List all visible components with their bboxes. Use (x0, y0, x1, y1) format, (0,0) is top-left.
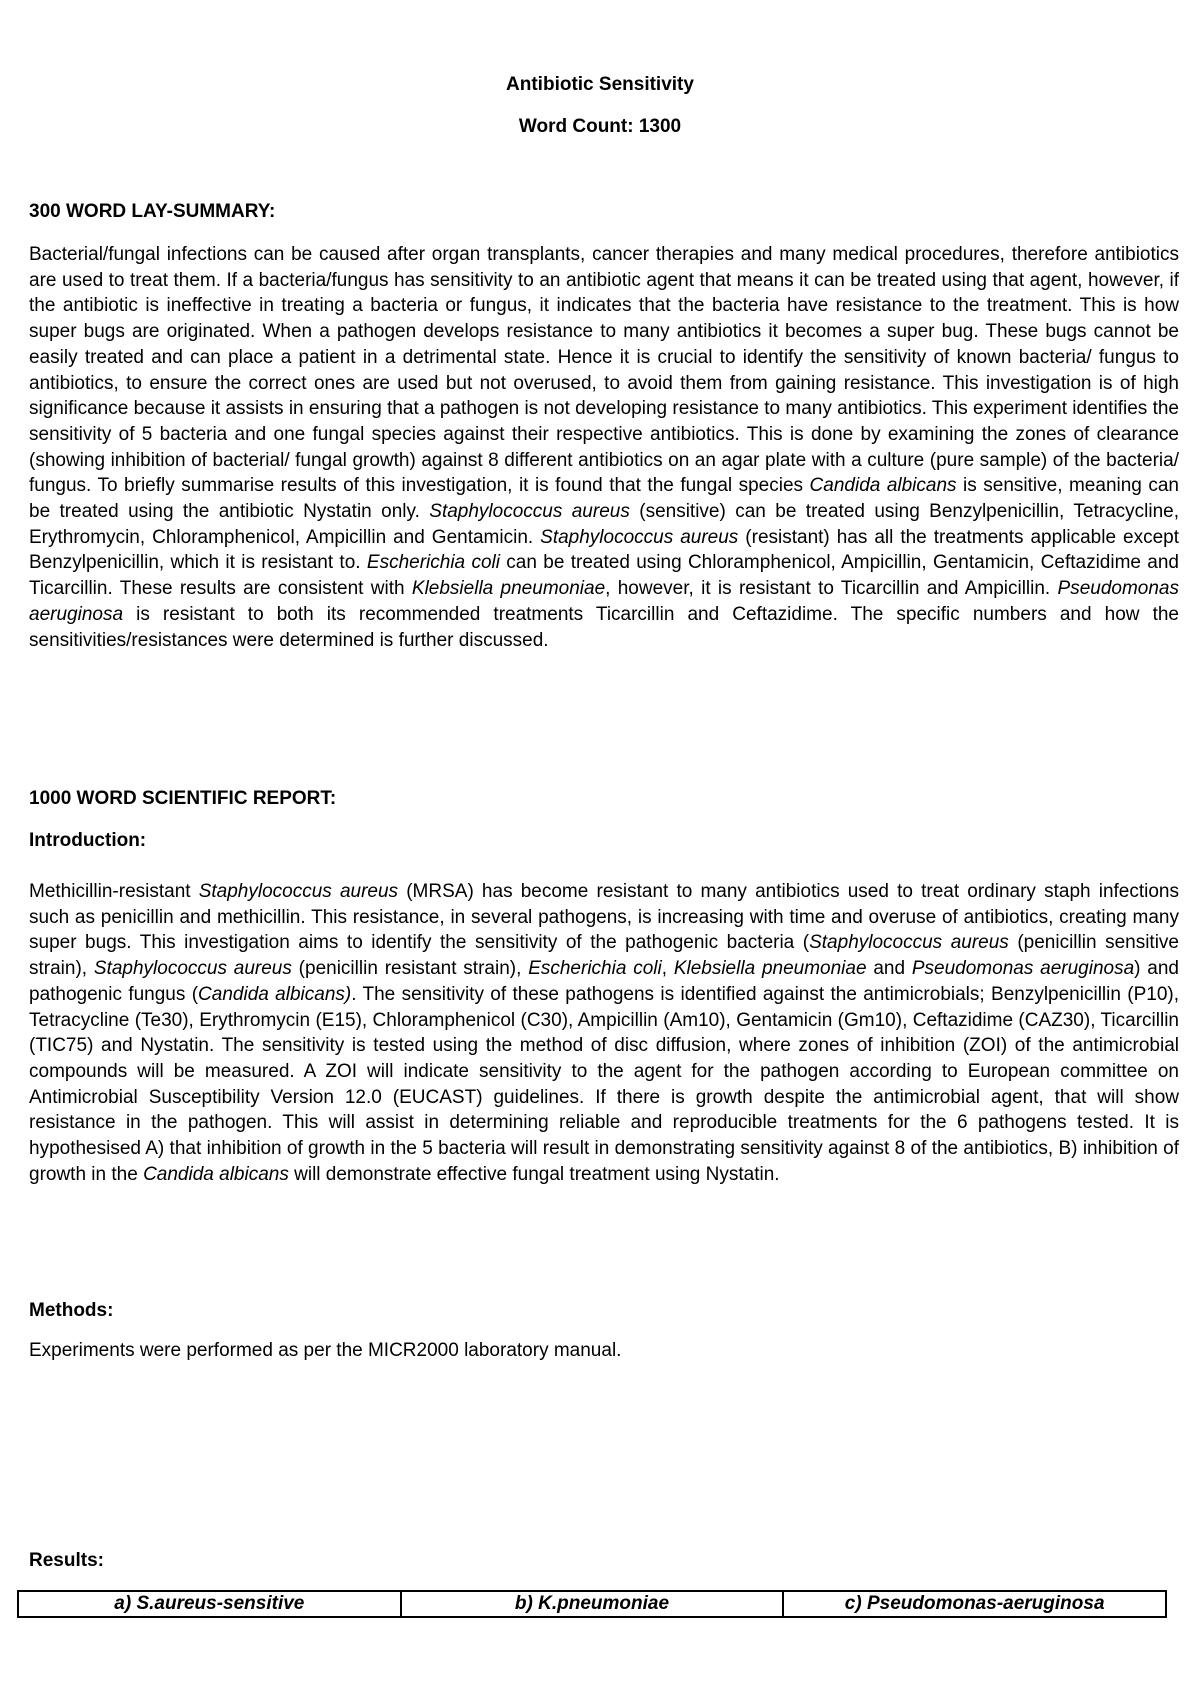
species-name: Staphylococcus aureus (540, 526, 739, 548)
results-col-header: c) Pseudomonas-aeruginosa (783, 1591, 1166, 1617)
results-col-header: a) S.aureus-sensitive (18, 1591, 401, 1617)
species-name: Staphylococcus aureus (809, 932, 1009, 954)
species-name: Staphylococcus aureus (198, 881, 399, 902)
text-run: , (661, 958, 674, 980)
text-run: ) and pathogenic fungus ( (29, 958, 1179, 1005)
text-run: can be treated using Chloramphenicol, Ampicillin, Gentamicin, Ceftazidime and Ticarcillin. These results are consistent with (29, 552, 1179, 600)
species-name: Klebsiella pneumoniae (411, 578, 606, 600)
text-run: , however, it is resistant to Ticarcillin and Ampicillin. (605, 578, 1058, 600)
results-table-header-row (18, 1591, 1166, 1617)
document-title: Antibiotic Sensitivity (506, 74, 694, 95)
lay-summary-heading: 300 WORD LAY-SUMMARY: (29, 201, 276, 222)
species-name: Staphylococcus aureus (93, 958, 292, 980)
species-name: Candida albicans (809, 475, 957, 497)
word-count: Word Count: 1300 (518, 116, 682, 137)
species-name: Klebsiella pneumoniae (673, 958, 867, 980)
text-run: is resistant to both its recommended treatments Ticarcillin and Ceftazidime. The specific numbers and how the sensitivities/resistances were determined is further discussed. (29, 603, 1179, 651)
species-name: Escherichia coli (528, 958, 662, 980)
results-heading: Results: (29, 1550, 104, 1571)
text-run: (resistant) has all the treatments applicable except Benzylpenicillin, which it is resistant to. (29, 526, 1179, 574)
text-run: . The sensitivity of these pathogens is identified against the antimicrobials; Benzylpenicillin (P10), Tetracycline (Te30), Erythromycin (E15), Chloramphenicol (C30), Ampicillin (Am10), Gentamicin (Gm10), Ceftazidime (CAZ30), Ticarcillin (TIC75) and Nystatin. The sensitivity is tested using the method of disc diffusion, where zones of inhibition (ZOI) of the antimicrobial compounds will be measured. A ZOI will indicate sensitivity to the agent for the pathogen according to European committee on Antimicrobial Susceptibility Version 12.0 (EUCAST) guidelines. If there is growth despite the antimicrobial agent, that will show resistance in the pathogen. This will assist in determining reliable and reproducible treatments for the 6 pathogens tested. It is hypothesised A) that inhibition of growth in the 5 bacteria will result in demonstrating sensitivity against 8 of the antibiotics, B) inhibition of growth in the (29, 983, 1180, 1185)
results-col-header: b) K.pneumoniae (401, 1591, 784, 1617)
methods-paragraph: Experiments were performed as per the MICR2000 laboratory manual. (29, 1340, 622, 1361)
report-heading: 1000 WORD SCIENTIFIC REPORT: (29, 788, 337, 809)
species-name: Escherichia coli (366, 552, 500, 574)
methods-heading: Methods: (29, 1300, 114, 1321)
text-run: (penicillin resistant strain), (291, 958, 529, 980)
species-name: Candida albicans (143, 1163, 289, 1185)
text-run: is sensitive, meaning can be treated using the antibiotic Nystatin only. (29, 475, 1180, 523)
text-run: (MRSA) has become resistant to many antibiotics used to treat ordinary staph infections such as penicillin and methicillin. This resistance, in several pathogens, is increasing with time and overuse of antibiotics, creating many super bugs. This investigation aims to identify the sensitivity of the pathogenic bacteria ( (29, 881, 1180, 954)
introduction-heading: Introduction: (29, 830, 147, 851)
lay-summary-paragraph (29, 242, 1179, 653)
results-table (17, 1590, 1167, 1618)
species-name: Pseudomonas aeruginosa (911, 958, 1135, 980)
text-run: (sensitive) can be treated using Benzylpenicillin, Tetracycline, Erythromycin, Chloramphenicol, Ampicillin and Gentamicin. (29, 501, 1179, 548)
text-run: and (866, 958, 912, 980)
species-name: Staphylococcus aureus (429, 501, 630, 523)
species-name: Candida albicans) (198, 983, 352, 1005)
species-name: Pseudomonas aeruginosa (29, 578, 1179, 625)
text-run: Bacterial/fungal infections can be caused after organ transplants, cancer therapies and many medical procedures, therefore antibiotics are used to treat them. If a bacteria/fungus has sensitivity to an antibiotic agent that means it can be treated using that agent, however, if the antibiotic is ineffective in treating a bacteria or fungus, it indicates that the bacteria have resistance to the treatment. This is how super bugs are originated. When a pathogen develops resistance to many antibiotics it becomes a super bug. These bugs cannot be easily treated and can place a patient in a detrimental state. Hence it is crucial to identify the sensitivity of known bacteria/ fungus to antibiotics, to ensure the correct ones are used but not overused, to avoid them from gaining resistance. This investigation is of high significance because it assists in ensuring that a pathogen is not developing resistance to many antibiotics. This experiment identifies the sensitivity of 5 bacteria and one fungal species against their respective antibiotics. This is done by examining the zones of clearance (showing inhibition of bacterial/ fungal growth) against 8 different antibiotics on an agar plate with a culture (pure sample) of the bacteria/ fungus. To briefly summarise results of this investigation, it is found that the fungal species (29, 244, 1179, 497)
text-run: will demonstrate effective fungal treatment using Nystatin. (288, 1163, 780, 1185)
text-run: Methicillin-resistant (29, 881, 199, 902)
introduction-paragraph (29, 879, 1179, 1187)
text-run: (penicillin sensitive strain), (29, 932, 1179, 980)
